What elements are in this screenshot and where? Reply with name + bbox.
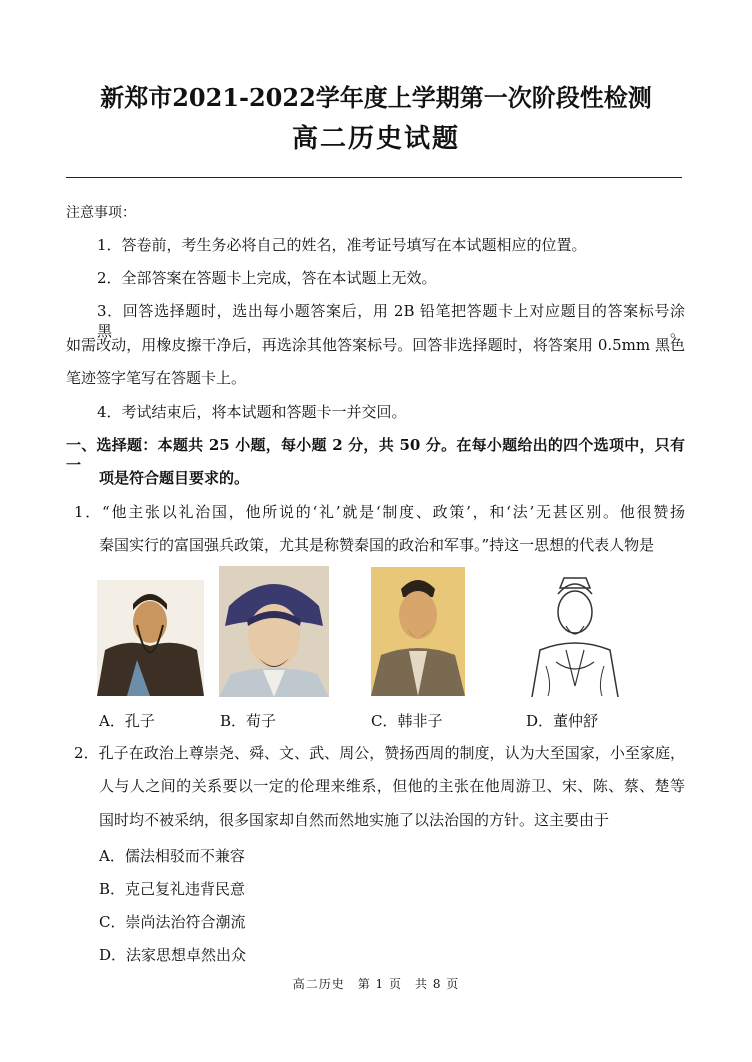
question-2-option-d: D．法家思想卓然出众 bbox=[99, 946, 247, 964]
question-1-stem-line-1: 1．“他主张以礼治国，他所说的‘礼’就是‘制度、政策’，和‘法’无甚区别。他很赞扬 bbox=[74, 503, 685, 521]
section-heading-line-2: 项是符合题目要求的。 bbox=[99, 469, 250, 487]
question-2-option-b: B．克己复礼违背民意 bbox=[99, 880, 246, 898]
portrait-dongzhongshu-image bbox=[526, 566, 624, 697]
notice-item-2: 2．全部答案在答题卡上完成，答在本试题上无效。 bbox=[97, 269, 437, 287]
portrait-hanfeizi-image bbox=[371, 567, 465, 696]
question-2-stem-line-1: 2．孔子在政治上尊崇尧、舜、文、武、周公，赞扬西周的制度，认为大至国家，小至家庭， bbox=[74, 744, 685, 762]
question-2-stem-line-3: 国时均不被采纳，很多国家却自然而然地实施了以法治国的方针。这主要由于 bbox=[99, 811, 610, 829]
notice-item-3-line-2: 如需改动，用橡皮擦干净后，再选涂其他答案标号。回答非选择题时，将答案用 0.5mm 黑色 bbox=[66, 336, 685, 354]
question-1-option-b: B．荀子 bbox=[220, 712, 277, 730]
notice-item-4: 4．考试结束后，将本试题和答题卡一并交回。 bbox=[97, 403, 407, 421]
notice-item-1: 1．答卷前，考生务必将自己的姓名，准考证号填写在本试题相应的位置。 bbox=[97, 236, 587, 254]
question-1-option-d: D．董仲舒 bbox=[526, 712, 599, 730]
header-divider bbox=[66, 177, 682, 178]
portrait-confucius-image bbox=[97, 580, 204, 696]
question-1-option-a: A．孔子 bbox=[99, 712, 155, 730]
exam-subtitle: 高二历史试题 bbox=[291, 124, 460, 154]
question-2-option-a: A．儒法相驳而不兼容 bbox=[99, 847, 245, 865]
question-1-option-c: C．韩非子 bbox=[371, 712, 443, 730]
page-footer: 高二历史 第 1 页 共 8 页 bbox=[292, 977, 460, 991]
notice-item-3-line-3: 笔迹签字笔写在答题卡上。 bbox=[66, 369, 247, 387]
question-2-stem-line-2: 人与人之间的关系要以一定的伦理来维系，但他的主张在他周游卫、宋、陈、蔡、楚等 bbox=[99, 777, 685, 795]
exam-title: 新郑市2021-2022学年度上学期第一次阶段性检测 bbox=[100, 83, 652, 112]
question-2-option-c: C．崇尚法治符合潮流 bbox=[99, 913, 246, 931]
section-heading-line-1: 一、选择题：本题共 25 小题，每小题 2 分，共 50 分。在每小题给出的四个选项中，只有一 bbox=[66, 436, 685, 474]
notice-item-3-line-1: 3．回答选择题时，选出每小题答案后，用 2B 铅笔把答题卡上对应题目的答案标号涂黑。 bbox=[97, 302, 685, 340]
portrait-xunzi-image bbox=[219, 566, 329, 697]
notice-heading: 注意事项： bbox=[66, 205, 136, 221]
question-1-stem-line-2: 秦国实行的富国强兵政策，尤其是称赞秦国的政治和军事。”持这一思想的代表人物是 bbox=[99, 536, 655, 554]
